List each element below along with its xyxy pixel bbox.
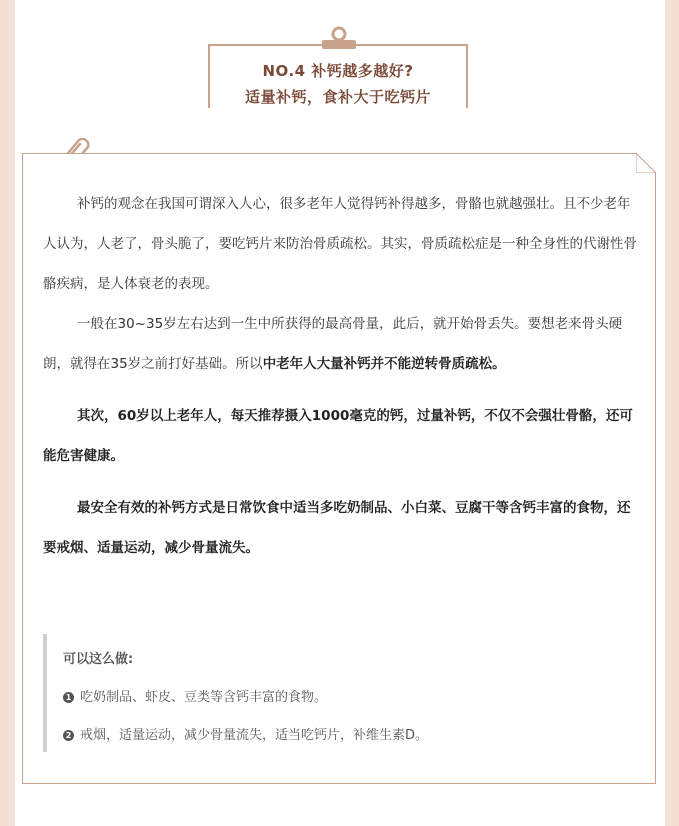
section-title: NO.4 补钙越多越好? — [262, 62, 414, 80]
paragraph-2 — [43, 304, 637, 384]
article-body — [43, 184, 637, 568]
paragraph-1: 补钙的观念在我国可谓深入人心，很多老年人觉得钙补得越多，骨骼也就越强壮。且不少老年人认为，人老了，骨头脆了，要吃钙片来防治骨质疏松。其实，骨质疏松症是一种全身性的代谢性骨骼疾病，是人体衰老的表现。 — [43, 196, 637, 292]
paragraph-2-emphasis: 中老年人大量补钙并不能逆转骨质疏松。 — [262, 356, 506, 372]
tip-item — [63, 686, 327, 705]
tip-text: 吃奶制品、虾皮、豆类等含钙丰富的食物。 — [80, 690, 328, 705]
paragraph-3: 其次，60岁以上老年人，每天推荐摄入1000毫克的钙，过量补钙，不仅不会强壮骨骼，还可能危害健康。 — [43, 408, 633, 464]
tip-item — [63, 724, 428, 743]
title-box — [208, 44, 468, 108]
tips-box — [43, 634, 623, 752]
page — [15, 0, 665, 826]
paragraph-2-text: 一般在30~35岁左右达到一生中所获得的最高骨量，此后，就开始骨丢失。要想老来骨头硬朗，就得在35岁之前打好基础。所以 — [43, 316, 623, 372]
tips-title: 可以这么做: — [63, 652, 134, 667]
number-badge-icon: 1 — [63, 692, 74, 703]
tip-text: 戒烟，适量运动，减少骨量流失，适当吃钙片，补维生素D。 — [80, 728, 429, 743]
number-badge-icon: 2 — [63, 730, 74, 741]
spacer — [43, 476, 637, 488]
corner-fold-icon — [636, 153, 656, 173]
spacer — [43, 384, 637, 396]
section-subtitle: 适量补钙，食补大于吃钙片 — [244, 88, 431, 106]
paragraph-4: 最安全有效的补钙方式是日常饮食中适当多吃奶制品、小白菜、豆腐干等含钙丰富的食物，还要戒烟、适量运动，减少骨量流失。 — [43, 500, 631, 556]
content-frame — [22, 153, 656, 784]
